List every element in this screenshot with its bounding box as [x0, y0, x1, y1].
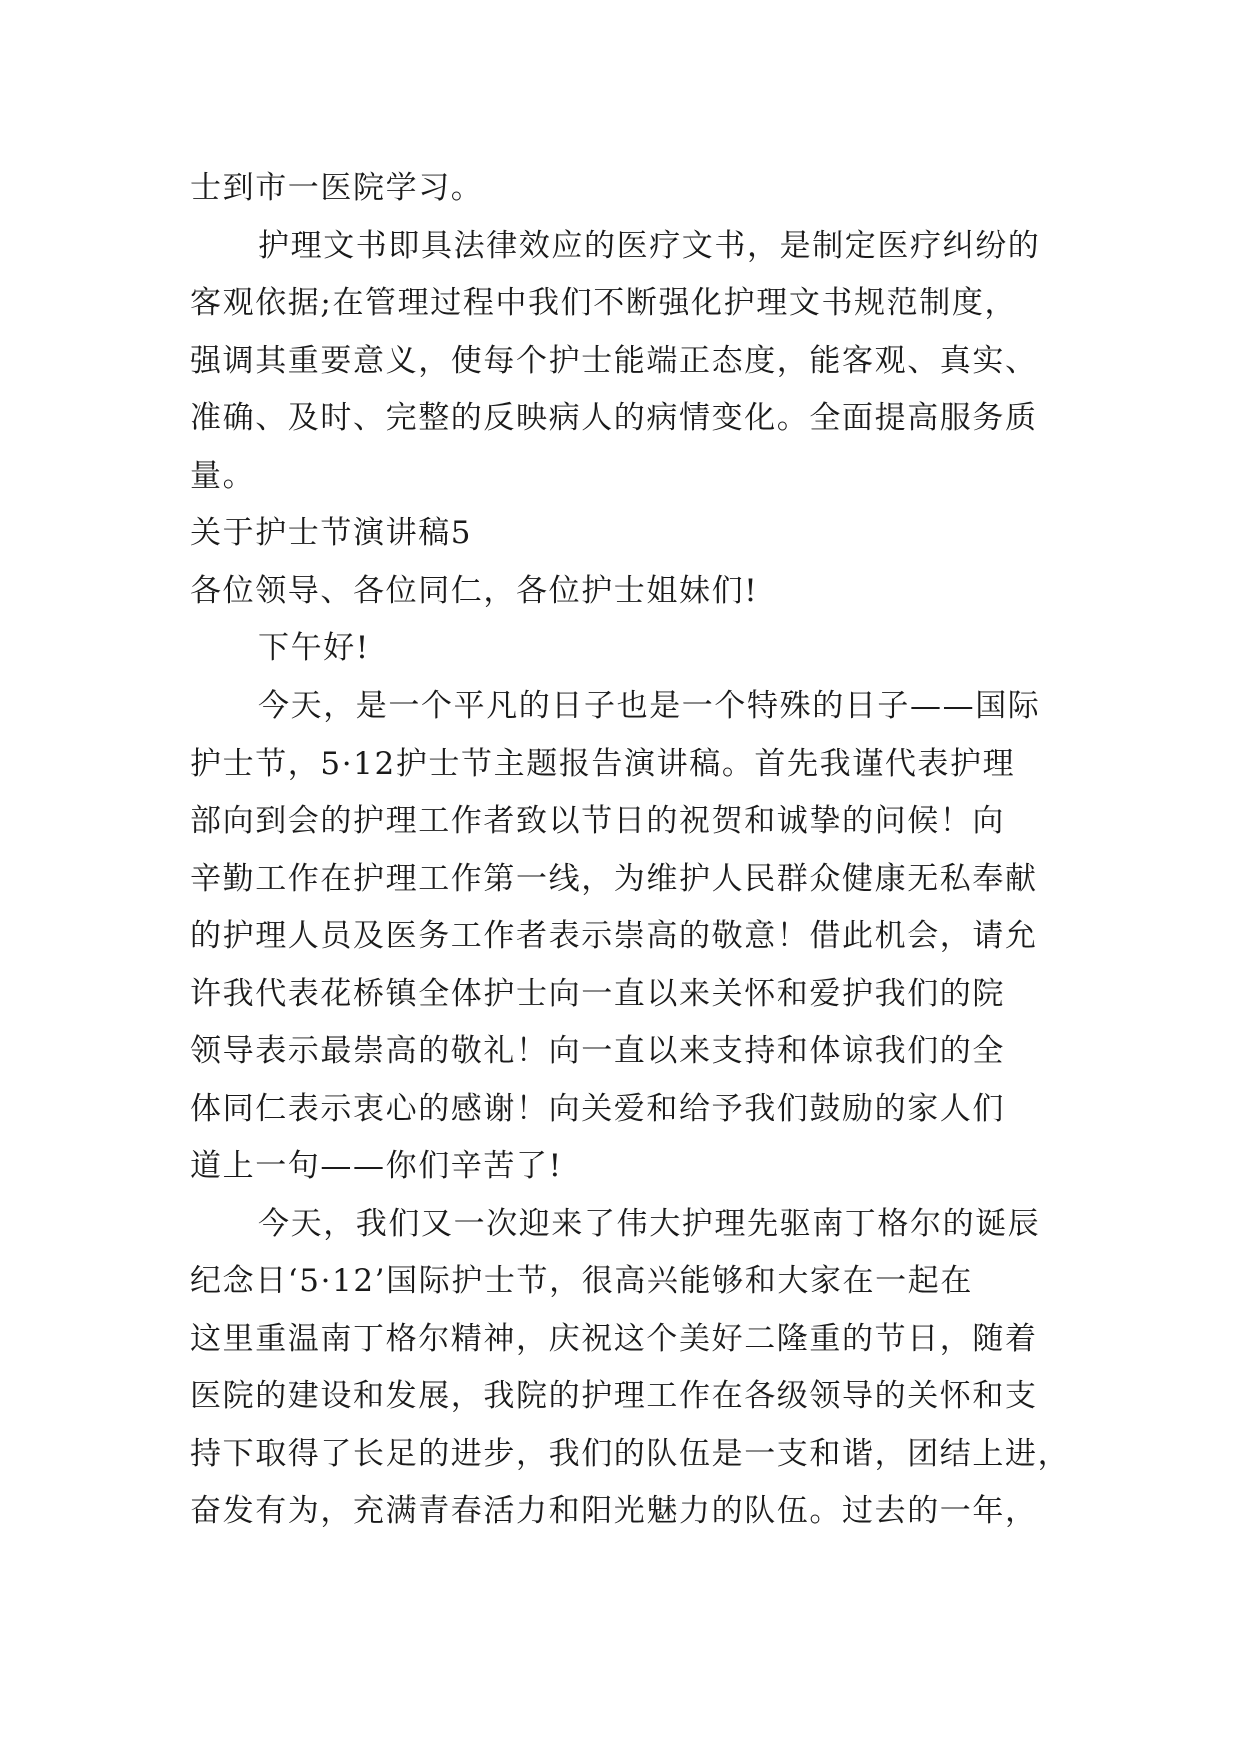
paragraph-line: 道上一句——你们辛苦了! — [190, 1148, 563, 1184]
paragraph-line: 客观依据;在管理过程中我们不断强化护理文书规范制度， — [190, 285, 1018, 321]
paragraph-line: 准确、及时、完整的反映病人的病情变化。全面提高服务质 — [190, 400, 1038, 436]
paragraph-line: 量。 — [190, 458, 256, 494]
section-heading: 关于护士节演讲稿5 — [190, 515, 473, 551]
paragraph-line: 强调其重要意义，使每个护士能端正态度，能客观、真实、 — [190, 343, 1038, 379]
paragraph-line: 医院的建设和发展，我院的护理工作在各级领导的关怀和支 — [190, 1378, 1038, 1414]
paragraph-line: 护士节，5·12护士节主题报告演讲稿。首先我谨代表护理 — [190, 746, 1016, 782]
paragraph-line: 纪念日‘5·12’国际护士节，很高兴能够和大家在一起在 — [190, 1263, 973, 1299]
paragraph-line: 奋发有为，充满青春活力和阳光魅力的队伍。过去的一年， — [190, 1493, 1038, 1529]
greeting-line: 下午好! — [258, 630, 370, 666]
paragraph-line: 今天，是一个平凡的日子也是一个特殊的日子——国际 — [258, 688, 1041, 724]
salutation-line: 各位领导、各位同仁，各位护士姐妹们! — [190, 573, 759, 609]
paragraph-line: 士到市一医院学习。 — [190, 170, 484, 206]
paragraph-line: 许我代表花桥镇全体护士向一直以来关怀和爱护我们的院 — [190, 976, 1005, 1012]
paragraph-line: 的护理人员及医务工作者表示崇高的敬意！借此机会，请允 — [190, 918, 1038, 954]
paragraph-line: 辛勤工作在护理工作第一线，为维护人民群众健康无私奉献 — [190, 861, 1038, 897]
paragraph-line: 今天，我们又一次迎来了伟大护理先驱南丁格尔的诞辰 — [258, 1206, 1041, 1242]
paragraph-line: 持下取得了长足的进步，我们的队伍是一支和谐，团结上进， — [190, 1436, 1071, 1472]
paragraph-line: 护理文书即具法律效应的医疗文书，是制定医疗纠纷的 — [258, 228, 1041, 264]
paragraph-line: 体同仁表示衷心的感谢！向关爱和给予我们鼓励的家人们 — [190, 1091, 1005, 1127]
paragraph-line: 领导表示最崇高的敬礼！向一直以来支持和体谅我们的全 — [190, 1033, 1005, 1069]
paragraph-line: 这里重温南丁格尔精神，庆祝这个美好二隆重的节日，随着 — [190, 1321, 1038, 1357]
paragraph-line: 部向到会的护理工作者致以节日的祝贺和诚挚的问候！向 — [190, 803, 1005, 839]
